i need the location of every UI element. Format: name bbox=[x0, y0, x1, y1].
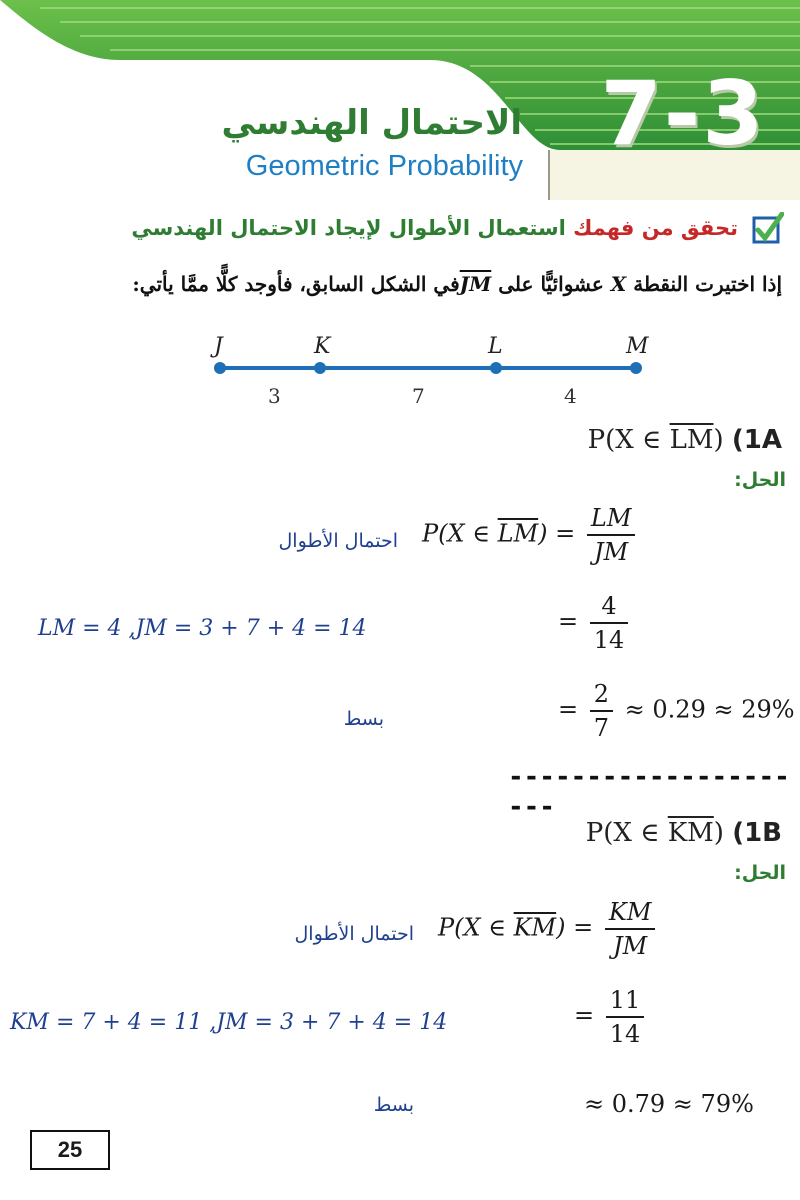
part-b-expression: P(X ∈ $\overline{KM}$) bbox=[585, 818, 724, 848]
checkmark-icon bbox=[752, 212, 784, 244]
point-label-l: L bbox=[488, 334, 503, 359]
point-label-k: K bbox=[314, 334, 331, 359]
part-b-step2-note: KM = 7 + 4 = 11 ,JM = 3 + 7 + 4 = 14 bbox=[10, 1010, 448, 1035]
point-k-dot bbox=[314, 362, 326, 374]
fraction-denominator: JM bbox=[613, 932, 648, 960]
check-topic: استعمال الأطوال لإيجاد الاحتمال الهندسي bbox=[131, 216, 566, 240]
fraction-denominator: 14 bbox=[609, 1020, 641, 1048]
section-divider: --------------------- bbox=[508, 762, 790, 822]
question-segment: JM bbox=[459, 272, 492, 296]
page-number: 25 bbox=[30, 1130, 110, 1170]
part-b-step1-fraction bbox=[605, 898, 656, 960]
segment-figure bbox=[200, 330, 660, 390]
part-a-step1 bbox=[422, 504, 639, 566]
part-b-label bbox=[586, 818, 782, 848]
part-b-step1-lhs: P(X ∈ $\overline{KM}$) = bbox=[438, 913, 594, 942]
part-a-step1-note: احتمال الأطوال bbox=[278, 530, 398, 552]
part-b-solution-label: الحل: bbox=[734, 862, 786, 884]
part-a-number: (1A bbox=[731, 425, 782, 455]
part-b-number: (1B bbox=[732, 818, 782, 848]
fraction-denominator: 7 bbox=[593, 714, 610, 742]
part-a-label bbox=[588, 425, 782, 455]
point-label-j: J bbox=[214, 334, 223, 359]
part-b-step3-note: بسط bbox=[373, 1094, 414, 1116]
fraction-numerator: KM bbox=[605, 898, 656, 930]
length-lm: 4 bbox=[564, 384, 577, 408]
part-a-step3-tail: ≈ 0.29 ≈ 29% bbox=[624, 695, 795, 724]
point-label-m: M bbox=[626, 334, 649, 359]
part-a-step2: = $\frac{4}{14}$ bbox=[558, 592, 632, 654]
lesson-number: 7-3 bbox=[600, 62, 766, 165]
question-mid: عشوائيًّا على bbox=[498, 272, 604, 296]
part-a-expression: P(X ∈ $\overline{LM}$) bbox=[587, 425, 724, 455]
point-m-dot bbox=[630, 362, 642, 374]
part-b-step1-note: احتمال الأطوال bbox=[294, 923, 414, 945]
part-b-step3-value: ≈ 0.79 ≈ 79% bbox=[584, 1090, 754, 1118]
part-a-step3-note: بسط bbox=[343, 708, 384, 730]
fraction-numerator: 4 bbox=[590, 592, 629, 624]
part-a-step3-fraction bbox=[590, 680, 613, 742]
length-jk: 3 bbox=[268, 384, 281, 408]
question-post: في الشكل السابق، فأوجد كلًّا ممَّا يأتي: bbox=[132, 272, 460, 296]
point-j-dot bbox=[214, 362, 226, 374]
part-a-step2-fraction bbox=[590, 592, 629, 654]
part-a-step1-lhs: P(X ∈ $\overline{LM}$) = bbox=[422, 519, 576, 548]
fraction-numerator: 2 bbox=[590, 680, 613, 712]
question-text bbox=[132, 272, 782, 296]
fraction-numerator: 11 bbox=[606, 986, 645, 1018]
check-label: تحقق من فهمك bbox=[573, 216, 738, 240]
part-b-step2: = $\frac{11}{14}$ bbox=[574, 986, 648, 1048]
point-l-dot bbox=[490, 362, 502, 374]
fraction-denominator: 14 bbox=[593, 626, 625, 654]
part-b-step1 bbox=[438, 898, 659, 960]
check-understanding-heading bbox=[131, 216, 738, 240]
part-a-step3: = $\frac{2}{7}$ ≈ 0.29 ≈ 29% bbox=[558, 680, 795, 742]
part-a-step1-fraction bbox=[587, 504, 636, 566]
part-a-solution-label: الحل: bbox=[734, 469, 786, 491]
fraction-denominator: JM bbox=[594, 538, 629, 566]
part-b-step2-fraction bbox=[606, 986, 645, 1048]
fraction-numerator: LM bbox=[587, 504, 636, 536]
part-a-step2-note: LM = 4 ,JM = 3 + 7 + 4 = 14 bbox=[38, 616, 367, 641]
length-kl: 7 bbox=[412, 384, 425, 408]
lesson-title-english: Geometric Probability bbox=[245, 150, 523, 182]
question-pre: إذا اختيرت النقطة bbox=[633, 272, 782, 296]
question-point: X bbox=[610, 272, 627, 296]
lesson-title-arabic: الاحتمال الهندسي bbox=[221, 103, 522, 143]
